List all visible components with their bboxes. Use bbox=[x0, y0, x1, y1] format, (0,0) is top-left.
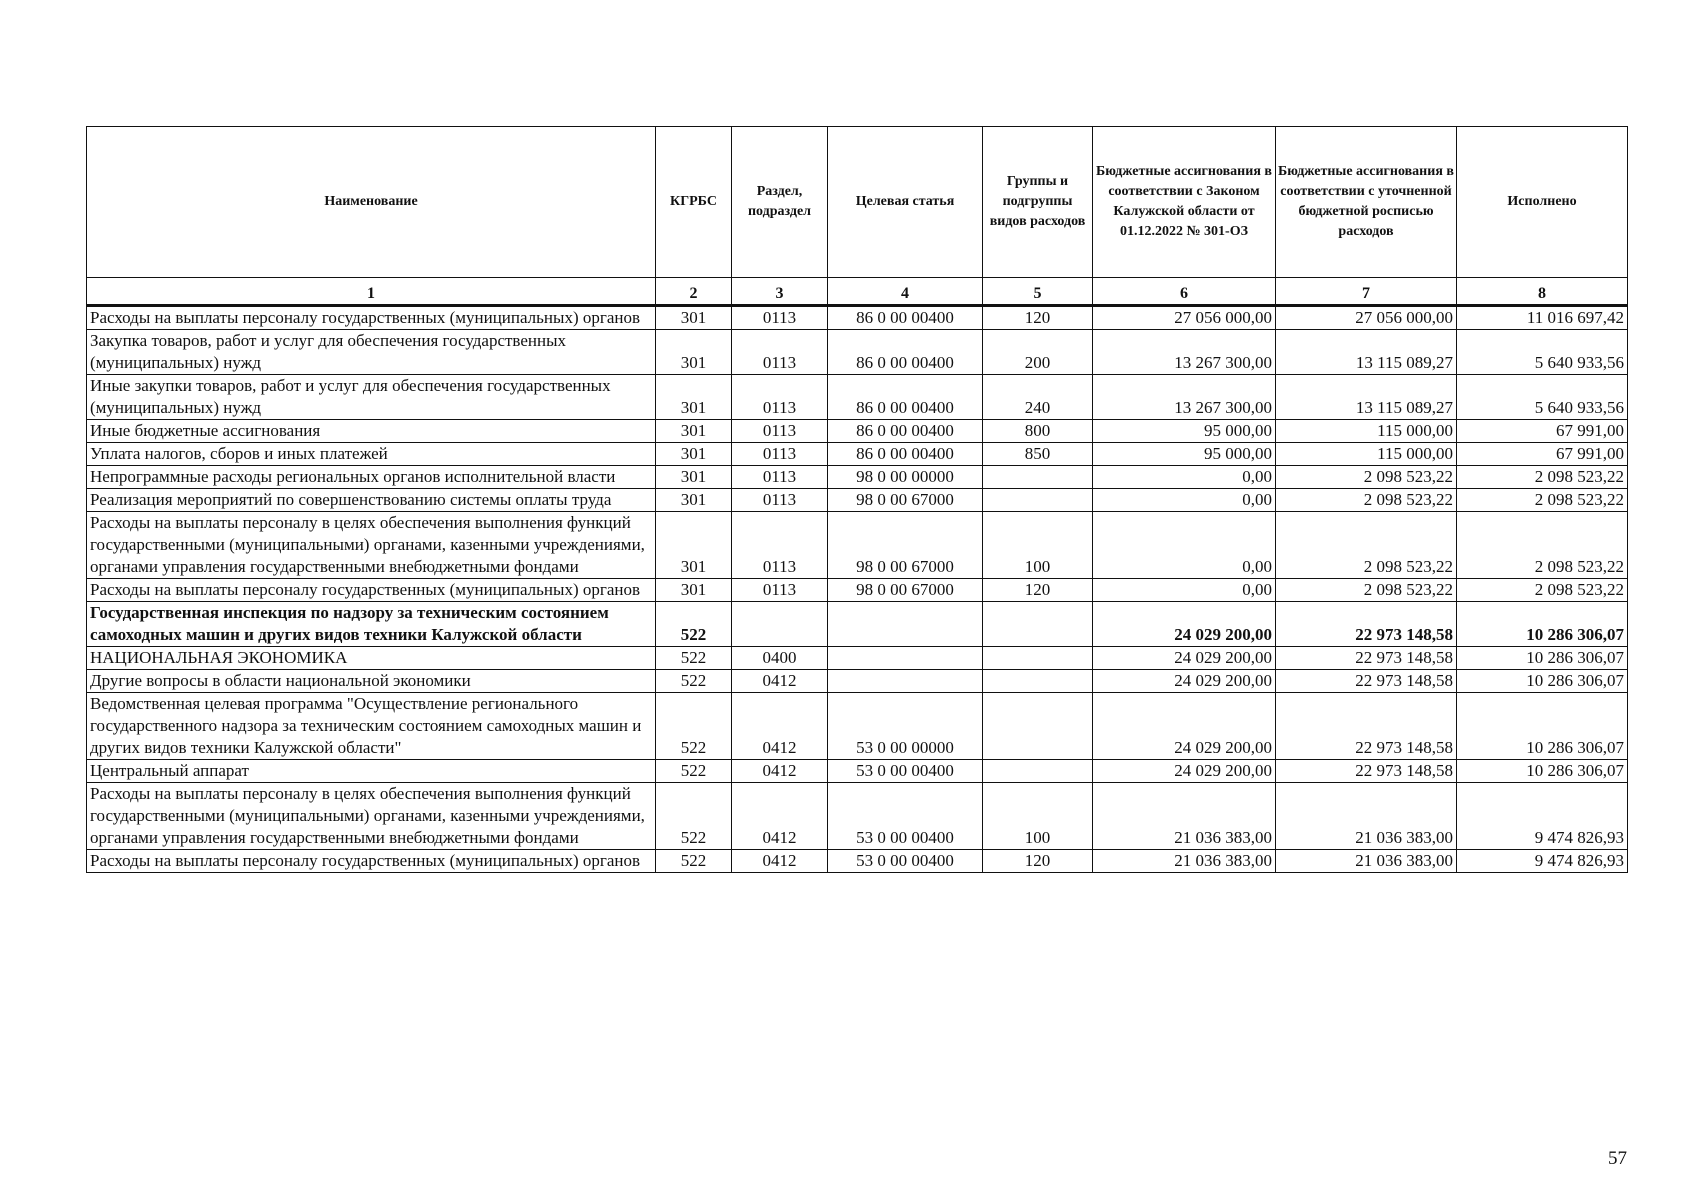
target-article-cell: 53 0 00 00000 bbox=[828, 693, 983, 760]
revised-allocation-cell: 2 098 523,22 bbox=[1276, 579, 1457, 602]
table-row bbox=[87, 647, 1628, 670]
law-allocation-cell: 21 036 383,00 bbox=[1093, 850, 1276, 873]
kgrbs-cell: 522 bbox=[656, 760, 732, 783]
table-row bbox=[87, 443, 1628, 466]
expense-type-cell: 850 bbox=[983, 443, 1093, 466]
expense-type-cell: 100 bbox=[983, 512, 1093, 579]
kgrbs-cell: 301 bbox=[656, 443, 732, 466]
table-row bbox=[87, 693, 1628, 760]
law-allocation-cell: 24 029 200,00 bbox=[1093, 670, 1276, 693]
executed-cell: 10 286 306,07 bbox=[1457, 670, 1628, 693]
expense-type-cell bbox=[983, 760, 1093, 783]
header-cell: Исполнено bbox=[1457, 127, 1628, 278]
razdel-cell: 0412 bbox=[732, 760, 828, 783]
law-allocation-cell: 24 029 200,00 bbox=[1093, 693, 1276, 760]
law-allocation-cell: 24 029 200,00 bbox=[1093, 602, 1276, 647]
law-allocation-cell: 0,00 bbox=[1093, 579, 1276, 602]
razdel-cell: 0113 bbox=[732, 330, 828, 375]
executed-cell: 67 991,00 bbox=[1457, 443, 1628, 466]
table-row bbox=[87, 783, 1628, 850]
revised-allocation-cell: 2 098 523,22 bbox=[1276, 489, 1457, 512]
razdel-cell: 0113 bbox=[732, 579, 828, 602]
column-number: 4 bbox=[828, 278, 983, 306]
header-cell: КГРБС bbox=[656, 127, 732, 278]
kgrbs-cell: 522 bbox=[656, 693, 732, 760]
name-cell: Иные закупки товаров, работ и услуг для обеспечения государственных (муниципальных) нужд bbox=[87, 375, 656, 420]
executed-cell: 9 474 826,93 bbox=[1457, 783, 1628, 850]
revised-allocation-cell: 22 973 148,58 bbox=[1276, 602, 1457, 647]
law-allocation-cell: 24 029 200,00 bbox=[1093, 647, 1276, 670]
table-row bbox=[87, 489, 1628, 512]
razdel-cell: 0113 bbox=[732, 466, 828, 489]
table-row bbox=[87, 670, 1628, 693]
kgrbs-cell: 301 bbox=[656, 466, 732, 489]
target-article-cell: 86 0 00 00400 bbox=[828, 420, 983, 443]
name-cell: Иные бюджетные ассигнования bbox=[87, 420, 656, 443]
revised-allocation-cell: 115 000,00 bbox=[1276, 420, 1457, 443]
target-article-cell: 86 0 00 00400 bbox=[828, 330, 983, 375]
header-cell: Бюджетные ассигнования в соответствии с уточненной бюджетной росписью расходов bbox=[1276, 127, 1457, 278]
razdel-cell: 0113 bbox=[732, 443, 828, 466]
table-body bbox=[87, 306, 1628, 873]
budget-execution-table bbox=[86, 126, 1628, 873]
table-row bbox=[87, 330, 1628, 375]
column-number: 5 bbox=[983, 278, 1093, 306]
executed-cell: 2 098 523,22 bbox=[1457, 489, 1628, 512]
executed-cell: 67 991,00 bbox=[1457, 420, 1628, 443]
razdel-cell: 0113 bbox=[732, 375, 828, 420]
header-cell: Наименование bbox=[87, 127, 656, 278]
executed-cell: 2 098 523,22 bbox=[1457, 466, 1628, 489]
razdel-cell: 0412 bbox=[732, 850, 828, 873]
column-number: 3 bbox=[732, 278, 828, 306]
target-article-cell: 53 0 00 00400 bbox=[828, 850, 983, 873]
target-article-cell: 53 0 00 00400 bbox=[828, 783, 983, 850]
razdel-cell: 0113 bbox=[732, 489, 828, 512]
table-row bbox=[87, 602, 1628, 647]
target-article-cell bbox=[828, 647, 983, 670]
name-cell: Расходы на выплаты персоналу государственных (муниципальных) органов bbox=[87, 850, 656, 873]
target-article-cell bbox=[828, 670, 983, 693]
revised-allocation-cell: 13 115 089,27 bbox=[1276, 375, 1457, 420]
header-cell: Раздел, подраздел bbox=[732, 127, 828, 278]
name-cell: Непрограммные расходы региональных органов исполнительной власти bbox=[87, 466, 656, 489]
kgrbs-cell: 522 bbox=[656, 783, 732, 850]
expense-type-cell: 120 bbox=[983, 850, 1093, 873]
expense-type-cell bbox=[983, 466, 1093, 489]
expense-type-cell bbox=[983, 602, 1093, 647]
razdel-cell: 0113 bbox=[732, 512, 828, 579]
executed-cell: 5 640 933,56 bbox=[1457, 330, 1628, 375]
executed-cell: 10 286 306,07 bbox=[1457, 693, 1628, 760]
name-cell: Расходы на выплаты персоналу государственных (муниципальных) органов bbox=[87, 306, 656, 330]
target-article-cell: 98 0 00 67000 bbox=[828, 579, 983, 602]
header-cell: Бюджетные ассигнования в соответствии с Законом Калужской области от 01.12.2022 № 301-ОЗ bbox=[1093, 127, 1276, 278]
law-allocation-cell: 95 000,00 bbox=[1093, 443, 1276, 466]
expense-type-cell: 120 bbox=[983, 579, 1093, 602]
revised-allocation-cell: 22 973 148,58 bbox=[1276, 670, 1457, 693]
law-allocation-cell: 13 267 300,00 bbox=[1093, 375, 1276, 420]
razdel-cell: 0412 bbox=[732, 783, 828, 850]
column-number: 2 bbox=[656, 278, 732, 306]
revised-allocation-cell: 13 115 089,27 bbox=[1276, 330, 1457, 375]
name-cell: Расходы на выплаты персоналу государственных (муниципальных) органов bbox=[87, 579, 656, 602]
expense-type-cell bbox=[983, 647, 1093, 670]
name-cell: Государственная инспекция по надзору за техническим состоянием самоходных машин и других видов техники Калужской области bbox=[87, 602, 656, 647]
column-number: 6 bbox=[1093, 278, 1276, 306]
target-article-cell: 86 0 00 00400 bbox=[828, 443, 983, 466]
kgrbs-cell: 522 bbox=[656, 670, 732, 693]
revised-allocation-cell: 21 036 383,00 bbox=[1276, 850, 1457, 873]
table-row bbox=[87, 420, 1628, 443]
law-allocation-cell: 0,00 bbox=[1093, 489, 1276, 512]
target-article-cell bbox=[828, 602, 983, 647]
kgrbs-cell: 522 bbox=[656, 602, 732, 647]
header-cell: Целевая статья bbox=[828, 127, 983, 278]
column-number: 1 bbox=[87, 278, 656, 306]
executed-cell: 9 474 826,93 bbox=[1457, 850, 1628, 873]
target-article-cell: 86 0 00 00400 bbox=[828, 375, 983, 420]
kgrbs-cell: 522 bbox=[656, 647, 732, 670]
name-cell: Реализация мероприятий по совершенствованию системы оплаты труда bbox=[87, 489, 656, 512]
header-row bbox=[87, 127, 1628, 278]
kgrbs-cell: 301 bbox=[656, 579, 732, 602]
razdel-cell: 0400 bbox=[732, 647, 828, 670]
revised-allocation-cell: 2 098 523,22 bbox=[1276, 466, 1457, 489]
kgrbs-cell: 301 bbox=[656, 420, 732, 443]
kgrbs-cell: 301 bbox=[656, 330, 732, 375]
law-allocation-cell: 13 267 300,00 bbox=[1093, 330, 1276, 375]
law-allocation-cell: 95 000,00 bbox=[1093, 420, 1276, 443]
law-allocation-cell: 0,00 bbox=[1093, 466, 1276, 489]
table-header bbox=[87, 127, 1628, 306]
name-cell: Ведомственная целевая программа "Осуществление регионального государственного надзора за техническим состоянием самоходных машин и других видов техники Калужской области" bbox=[87, 693, 656, 760]
name-cell: Центральный аппарат bbox=[87, 760, 656, 783]
kgrbs-cell: 301 bbox=[656, 375, 732, 420]
expense-type-cell bbox=[983, 489, 1093, 512]
executed-cell: 10 286 306,07 bbox=[1457, 647, 1628, 670]
executed-cell: 11 016 697,42 bbox=[1457, 306, 1628, 330]
name-cell: Расходы на выплаты персоналу в целях обеспечения выполнения функций государственными (муниципальными) органами, казенными учреждениями, органами управления государственными внебюджетными фондами bbox=[87, 512, 656, 579]
expense-type-cell: 240 bbox=[983, 375, 1093, 420]
revised-allocation-cell: 21 036 383,00 bbox=[1276, 783, 1457, 850]
target-article-cell: 53 0 00 00400 bbox=[828, 760, 983, 783]
target-article-cell: 98 0 00 00000 bbox=[828, 466, 983, 489]
name-cell: НАЦИОНАЛЬНАЯ ЭКОНОМИКА bbox=[87, 647, 656, 670]
expense-type-cell: 100 bbox=[983, 783, 1093, 850]
kgrbs-cell: 301 bbox=[656, 306, 732, 330]
kgrbs-cell: 301 bbox=[656, 489, 732, 512]
law-allocation-cell: 0,00 bbox=[1093, 512, 1276, 579]
column-number: 7 bbox=[1276, 278, 1457, 306]
revised-allocation-cell: 27 056 000,00 bbox=[1276, 306, 1457, 330]
executed-cell: 10 286 306,07 bbox=[1457, 760, 1628, 783]
header-cell: Группы и подгруппы видов расходов bbox=[983, 127, 1093, 278]
executed-cell: 10 286 306,07 bbox=[1457, 602, 1628, 647]
law-allocation-cell: 27 056 000,00 bbox=[1093, 306, 1276, 330]
kgrbs-cell: 301 bbox=[656, 512, 732, 579]
name-cell: Закупка товаров, работ и услуг для обеспечения государственных (муниципальных) нужд bbox=[87, 330, 656, 375]
expense-type-cell: 200 bbox=[983, 330, 1093, 375]
expense-type-cell: 800 bbox=[983, 420, 1093, 443]
razdel-cell: 0412 bbox=[732, 693, 828, 760]
name-cell: Уплата налогов, сборов и иных платежей bbox=[87, 443, 656, 466]
revised-allocation-cell: 22 973 148,58 bbox=[1276, 693, 1457, 760]
revised-allocation-cell: 22 973 148,58 bbox=[1276, 647, 1457, 670]
revised-allocation-cell: 2 098 523,22 bbox=[1276, 512, 1457, 579]
executed-cell: 2 098 523,22 bbox=[1457, 512, 1628, 579]
expense-type-cell bbox=[983, 670, 1093, 693]
name-cell: Расходы на выплаты персоналу в целях обеспечения выполнения функций государственными (муниципальными) органами, казенными учреждениями, органами управления государственными внебюджетными фондами bbox=[87, 783, 656, 850]
table-row bbox=[87, 375, 1628, 420]
name-cell: Другие вопросы в области национальной экономики bbox=[87, 670, 656, 693]
revised-allocation-cell: 22 973 148,58 bbox=[1276, 760, 1457, 783]
razdel-cell: 0113 bbox=[732, 420, 828, 443]
law-allocation-cell: 21 036 383,00 bbox=[1093, 783, 1276, 850]
executed-cell: 2 098 523,22 bbox=[1457, 579, 1628, 602]
razdel-cell bbox=[732, 602, 828, 647]
table-row bbox=[87, 512, 1628, 579]
razdel-cell: 0412 bbox=[732, 670, 828, 693]
column-number-row bbox=[87, 278, 1628, 306]
kgrbs-cell: 522 bbox=[656, 850, 732, 873]
table-row bbox=[87, 466, 1628, 489]
target-article-cell: 98 0 00 67000 bbox=[828, 489, 983, 512]
column-number: 8 bbox=[1457, 278, 1628, 306]
target-article-cell: 86 0 00 00400 bbox=[828, 306, 983, 330]
page-number: 57 bbox=[1608, 1148, 1627, 1169]
target-article-cell: 98 0 00 67000 bbox=[828, 512, 983, 579]
law-allocation-cell: 24 029 200,00 bbox=[1093, 760, 1276, 783]
table-row bbox=[87, 306, 1628, 330]
table-row bbox=[87, 850, 1628, 873]
expense-type-cell: 120 bbox=[983, 306, 1093, 330]
table-row bbox=[87, 760, 1628, 783]
expense-type-cell bbox=[983, 693, 1093, 760]
revised-allocation-cell: 115 000,00 bbox=[1276, 443, 1457, 466]
executed-cell: 5 640 933,56 bbox=[1457, 375, 1628, 420]
table-row bbox=[87, 579, 1628, 602]
razdel-cell: 0113 bbox=[732, 306, 828, 330]
